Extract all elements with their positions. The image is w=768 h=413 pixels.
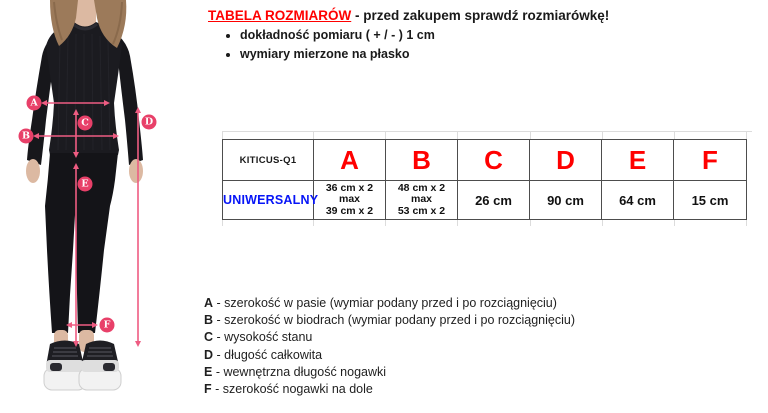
model-figure bbox=[26, 0, 143, 390]
legend-item-a: A - szerokość w pasie (wymiar podany przed i po rozciągnięciu) bbox=[204, 296, 557, 310]
faint-tick bbox=[385, 131, 386, 139]
legend-item-d: D - długość całkowita bbox=[204, 347, 323, 362]
size-table bbox=[222, 139, 747, 220]
faint-tick bbox=[530, 131, 531, 139]
measure-badge-e bbox=[78, 177, 93, 192]
faint-tick bbox=[602, 220, 603, 226]
measurement-cell-b: 48 cm x 2 max 53 cm x 2 bbox=[386, 181, 458, 220]
legend bbox=[204, 295, 575, 398]
table-header-row bbox=[223, 140, 747, 181]
measurement-cell-f: 15 cm bbox=[674, 181, 747, 220]
measure-badge-a bbox=[27, 96, 42, 111]
faint-tick bbox=[602, 131, 603, 139]
column-header-a: A bbox=[314, 140, 386, 181]
model-photo bbox=[0, 0, 195, 413]
faint-gridline bbox=[222, 131, 752, 132]
legend-item-e: E - wewnętrzna długość nogawki bbox=[204, 364, 387, 379]
title-highlight: TABELA ROZMIARÓW bbox=[208, 8, 352, 23]
faint-tick bbox=[385, 220, 386, 226]
right-sneaker bbox=[79, 341, 121, 391]
measurement-cell-c: 26 cm bbox=[458, 181, 530, 220]
faint-tick bbox=[313, 220, 314, 226]
column-header-d: D bbox=[530, 140, 602, 181]
column-header-f: F bbox=[674, 140, 747, 181]
faint-tick bbox=[530, 220, 531, 226]
column-header-e: E bbox=[602, 140, 674, 181]
badge-letter-f: F bbox=[103, 319, 111, 331]
column-header-c: C bbox=[458, 140, 530, 181]
measure-badge-c bbox=[78, 116, 93, 131]
faint-tick bbox=[313, 131, 314, 139]
legend-item-b: B - szerokość w biodrach (wymiar podany przed i po rozciągnięciu) bbox=[204, 313, 575, 328]
badge-letter-c: C bbox=[81, 117, 89, 129]
measure-badge-b bbox=[19, 129, 34, 144]
faint-tick bbox=[674, 131, 675, 139]
badge-letter-e: E bbox=[81, 178, 89, 190]
measure-badge-d bbox=[142, 115, 157, 130]
column-header-b: B bbox=[386, 140, 458, 181]
size-label-cell: UNIWERSALNY bbox=[223, 181, 314, 220]
faint-tick bbox=[457, 131, 458, 139]
faint-tick bbox=[746, 220, 747, 226]
left-hand bbox=[26, 159, 40, 183]
badge-letter-b: B bbox=[21, 130, 31, 142]
faint-tick bbox=[457, 220, 458, 226]
badge-letter-a: A bbox=[30, 97, 38, 109]
faint-tick bbox=[674, 220, 675, 226]
right-hand bbox=[129, 159, 143, 183]
table-data-row bbox=[223, 181, 747, 220]
badge-letter-d: D bbox=[144, 116, 154, 128]
page-title bbox=[208, 8, 609, 23]
notes-list bbox=[228, 28, 435, 66]
measurement-cell-a: 36 cm x 2 max 39 cm x 2 bbox=[314, 181, 386, 220]
faint-tick bbox=[222, 220, 223, 226]
measure-badge-f bbox=[100, 318, 115, 333]
faint-tick bbox=[746, 131, 747, 139]
measurement-cell-e: 64 cm bbox=[602, 181, 674, 220]
legend-item-f: F - szerokość nogawki na dole bbox=[204, 382, 373, 397]
note-flat-measure: • wymiary mierzone na płasko bbox=[240, 47, 435, 62]
note-accuracy: • dokładność pomiaru ( + / - ) 1 cm bbox=[240, 28, 435, 43]
faint-tick bbox=[222, 131, 223, 139]
legend-item-c: C - wysokość stanu bbox=[204, 330, 313, 345]
measurement-cell-d: 90 cm bbox=[530, 181, 602, 220]
product-code-cell: KITICUS-Q1 bbox=[223, 140, 314, 181]
title-rest: - przed zakupem sprawdź rozmiarówkę! bbox=[351, 8, 610, 23]
